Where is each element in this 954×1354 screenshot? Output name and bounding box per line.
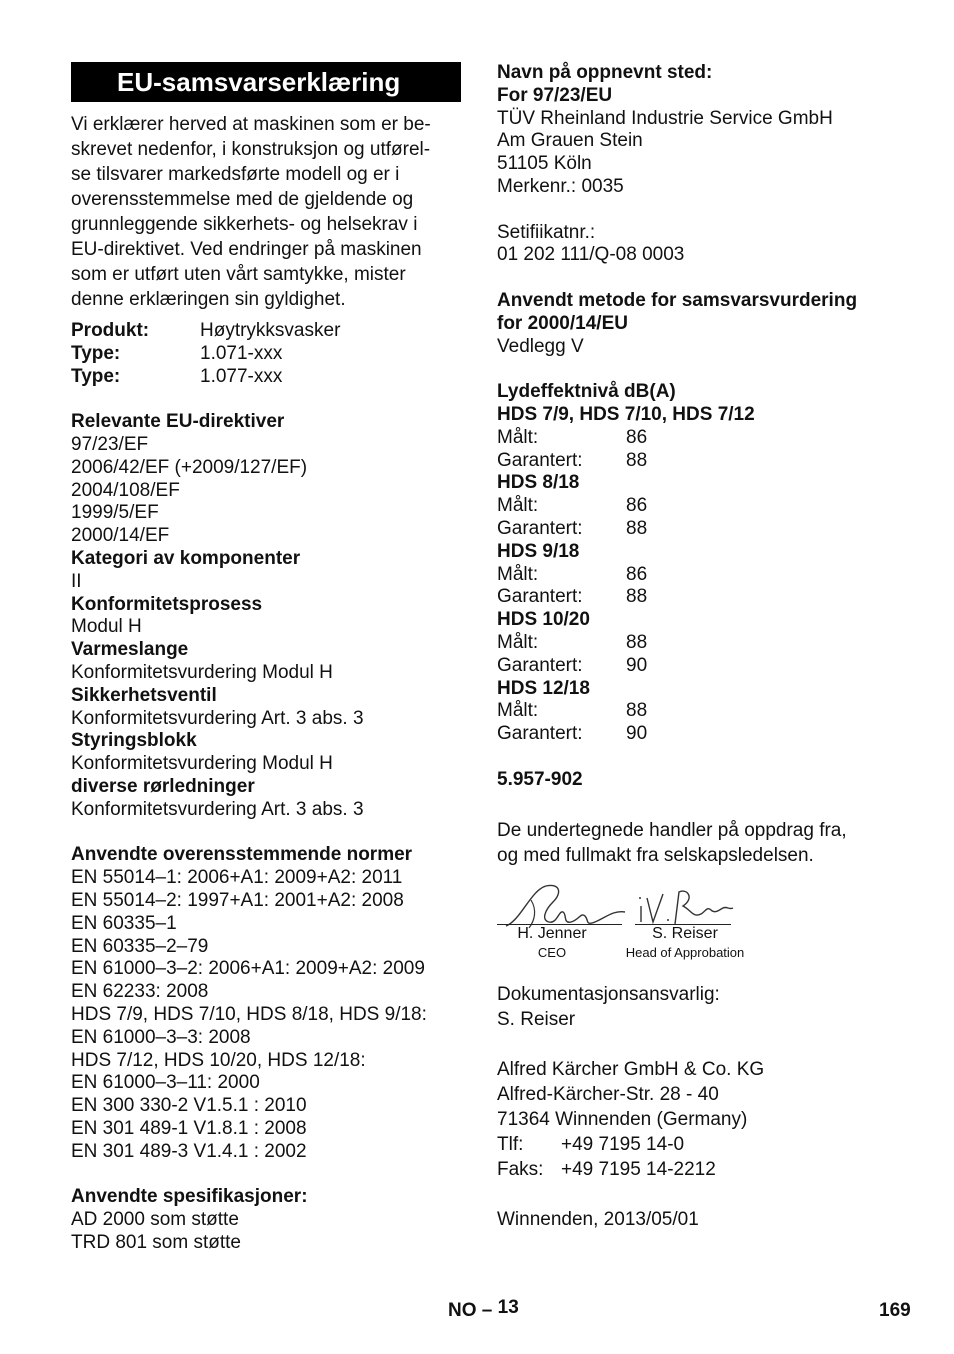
section-value: Konformitetsvurdering Art. 3 abs. 3 [71,798,364,820]
phone: Tlf: +49 7195 14-0 [497,1133,685,1155]
norm: EN 301 489-3 V1.4.1 : 2002 [71,1140,307,1162]
spec: TRD 801 som støtte [71,1231,241,1253]
section-heading: Konformitetsprosess [71,593,263,615]
section-value: Modul H [71,616,142,638]
sound-model: HDS 7/9, HDS 7/10, HDS 7/12 [497,403,755,425]
directive: 2006/42/EF (+2009/127/EF) [71,456,308,478]
intro-line: se tilsvarer markedsførte modell og er i [71,164,400,185]
directive: 97/23/EF [71,433,149,455]
sound-model: HDS 10/20 [497,609,590,631]
intro-line: grunnleggende sikkerhets- og helsekrav i [71,214,418,235]
norm: EN 61000–3–3: 2008 [71,1026,251,1048]
section-heading: Styringsblokk [71,730,197,752]
intro-line: som er utført uten vårt samtykke, mister [71,264,406,285]
sound-row: Målt: 88 [497,700,648,722]
sound-row: Garantert: 88 [497,586,648,608]
sound-row: Målt: 86 [497,495,648,517]
norm: EN 61000–3–11: 2000 [71,1072,260,1094]
norm: EN 55014–2: 1997+A1: 2001+A2: 2008 [71,889,404,911]
norm: EN 300 330-2 V1.5.1 : 2010 [71,1095,307,1117]
intro-line: overensstemmelse med de gjeldende og [71,189,414,210]
specs-heading: Anvendte spesifikasjoner: [71,1186,308,1208]
notified-line: Am Grauen Stein [497,130,643,152]
method-heading: Anvendt metode for samsvarsvurdering [497,289,858,311]
part-number: 5.957-902 [497,768,583,790]
doc-responsible-label: Dokumentasjonsansvarlig: [497,983,720,1005]
sound-row: Målt: 86 [497,563,648,585]
directives-heading: Relevante EU-direktiver [71,411,285,433]
notified-heading: Navn på oppnevnt sted: [497,62,713,83]
certificate-number: 01 202 111/Q-08 0003 [497,244,685,266]
directive: 1999/5/EF [71,502,159,524]
norm: EN 60335–2–79 [71,935,209,957]
section-heading: Kategori av komponenter [71,547,301,569]
sound-row: Garantert: 90 [497,654,648,676]
intro-line: skrevet nedenfor, i konstruksjon og utførel- [71,139,431,160]
notified-line: Merkenr.: 0035 [497,175,624,197]
section-heading: Varmeslange [71,639,189,661]
spec: AD 2000 som støtte [71,1209,239,1231]
notified-line: 51105 Köln [497,153,592,175]
sound-row: Målt: 88 [497,631,648,653]
signature-area [497,880,917,980]
signers-text: De undertegnede handler på oppdrag fra, [497,819,847,841]
doc-responsible-name: S. Reiser [497,1008,576,1030]
fax: Faks: +49 7195 14-2212 [497,1158,716,1180]
section-heading: diverse rørledninger [71,775,255,797]
intro-line: EU-direktivet. Ved endringer på maskinen [71,239,422,260]
norm: EN 60335–1 [71,912,177,934]
norms-heading: Anvendte overensstemmende normer [71,844,413,866]
sound-model: HDS 12/18 [497,677,590,699]
method-heading: for 2000/14/EU [497,312,628,334]
sound-row: Garantert: 88 [497,517,648,539]
norm: HDS 7/12, HDS 10/20, HDS 12/18: [71,1049,366,1071]
notified-line: TÜV Rheinland Industrie Service GmbH [497,107,833,129]
product-row: Produkt: Høytrykksvasker [71,320,341,341]
right-column [497,62,917,1232]
sound-row: Garantert: 90 [497,723,648,745]
signer-reiser: S. Reiser Head of Approbation [625,924,745,960]
company-address: Alfred Kärcher GmbH & Co. KG Alfred-Kärcher-Str. 28 - 40 71364 Winnenden (Germany) Tlf: +49 7195 14-0 Faks: +49 7195 14-2212 [497,1057,917,1182]
intro-line: Vi erklærer herved at maskinen som er be- [71,114,431,135]
signer-jenner: H. Jenner CEO [517,924,587,960]
sound-row: Målt: 86 [497,426,648,448]
method-value: Vedlegg V [497,335,584,357]
page-title: EU-samsvarserklæring [71,62,461,102]
sound-row: Garantert: 88 [497,449,648,471]
sound-model: HDS 8/18 [497,472,580,494]
section-heading: Sikkerhetsventil [71,684,217,706]
norm: EN 301 489-1 V1.8.1 : 2008 [71,1117,307,1139]
section-value: Konformitetsvurdering Art. 3 abs. 3 [71,707,364,729]
norm: HDS 7/9, HDS 7/10, HDS 8/18, HDS 9/18: [71,1003,427,1025]
norm: EN 55014–1: 2006+A1: 2009+A2: 2011 [71,867,403,889]
section-value: Konformitetsvurdering Modul H [71,753,333,775]
norm: EN 61000–3–2: 2006+A1: 2009+A2: 2009 [71,958,425,980]
sound-model: HDS 9/18 [497,540,580,562]
sound-heading: Lydeffektnivå dB(A) [497,381,676,403]
directive: 2004/108/EF [71,479,180,501]
norm: EN 62233: 2008 [71,981,209,1003]
place-date: Winnenden, 2013/05/01 [497,1208,699,1230]
certificate-label: Setifiikatnr.: [497,221,596,243]
left-column [71,62,461,1255]
type-row: Type: 1.071-xxx [71,342,283,364]
directive: 2000/14/EF [71,525,170,547]
footer-page-number: 169 [879,1300,911,1321]
product-table [71,320,461,388]
intro-paragraph [71,112,461,312]
section-value: II [71,570,82,592]
intro-line: denne erklæringen sin gyldighet. [71,289,346,310]
footer-local-page: NO – 13 [448,1297,519,1321]
signature-reiser [635,884,735,928]
signers-text: og med fullmakt fra selskapsledelsen. [497,844,814,866]
type-row: Type: 1.077-xxx [71,365,283,387]
section-value: Konformitetsvurdering Modul H [71,661,333,683]
notified-heading: For 97/23/EU [497,84,613,106]
